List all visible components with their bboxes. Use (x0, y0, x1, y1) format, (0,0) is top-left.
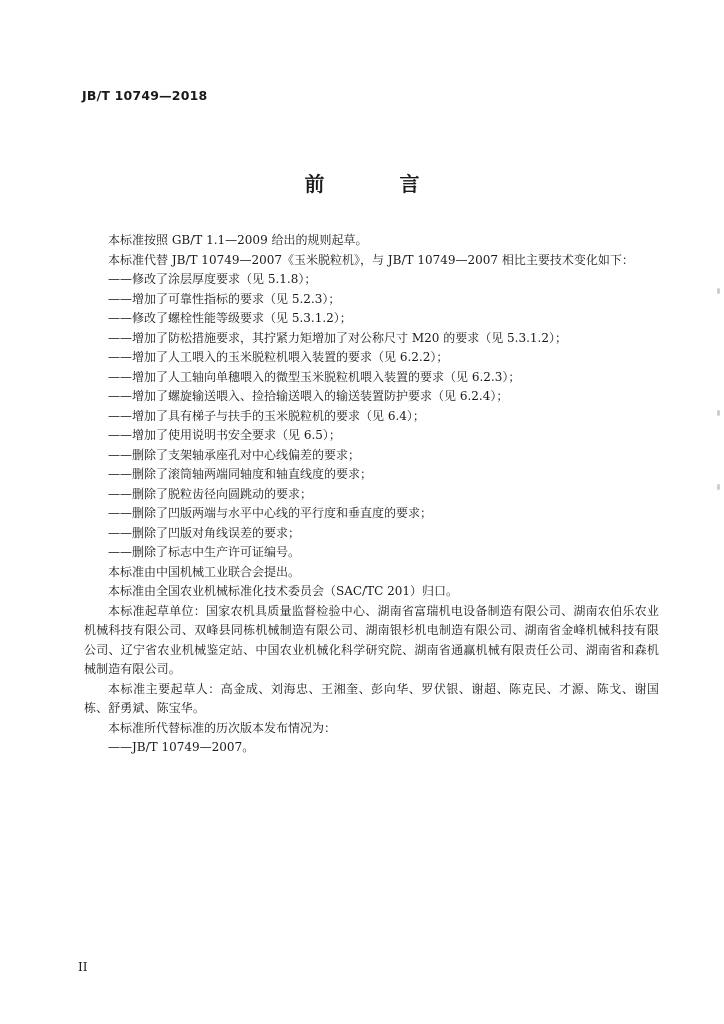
change-item: ——删除了标志中生产许可证编号。 (108, 545, 301, 559)
scan-artifact (717, 410, 720, 416)
change-item: ——增加了使用说明书安全要求（见 6.5）； (108, 428, 341, 442)
drafting-units: 本标准起草单位：国家农机具质量监督检验中心、湖南省富瑞机电设备制造有限公司、湖南农伯乐农业机械科技有限公司、双峰县同栋机械制造有限公司、湖南银杉机电制造有限公司、湖南省金峰机械科技有限公司、辽宁省农业机械鉴定站、中国农业机械化科学研究院、湖南省通赢机械有限责任公司、湖南省和森机械制造有限公司。 (84, 603, 659, 676)
paragraph: 本标准按照 GB/T 1.1—2009 给出的规则起草。 (108, 233, 368, 247)
change-item: ——修改了涂层厚度要求（见 5.1.8）； (108, 272, 317, 286)
change-item: ——增加了防松措施要求，其拧紧力矩增加了对公称尺寸 M20 的要求（见 5.3.1.2）； (108, 330, 567, 345)
change-item: ——增加了具有梯子与扶手的玉米脱粒机的要求（见 6.4）； (108, 408, 425, 423)
scan-artifact (717, 288, 720, 294)
change-item: ——删除了滚筒轴两端同轴度和轴直线度的要求； (108, 467, 373, 481)
history-intro: 本标准所代替标准的历次版本发布情况为： (108, 720, 337, 735)
foreword-body (84, 231, 659, 758)
change-item: ——增加了人工喂入的玉米脱粒机喂入装置的要求（见 6.2.2）； (108, 350, 449, 364)
history-item: ——JB/T 10749—2007。 (108, 740, 255, 754)
change-item: ——增加了可靠性指标的要求（见 5.2.3）； (108, 291, 341, 306)
change-item: ——增加了人工轴向单穗喂入的微型玉米脱粒机喂入装置的要求（见 6.2.3）； (108, 369, 521, 384)
change-item: ——删除了凹版两端与水平中心线的平行度和垂直度的要求； (108, 506, 433, 520)
page-number: II (78, 960, 88, 974)
paragraph: 本标准由全国农业机械标准化技术委员会（SAC/TC 201）归口。 (108, 584, 459, 598)
change-item: ——删除了凹版对角线误差的要求； (108, 525, 301, 540)
drafters: 本标准主要起草人：高金成、刘海忠、王湘奎、彭向华、罗伏银、谢超、陈克民、才源、陈戈、谢国栋、舒勇斌、陈宝华。 (84, 681, 659, 715)
change-item: ——修改了螺栓性能等级要求（见 5.3.1.2）； (108, 311, 352, 325)
change-item: ——删除了支架轴承座孔对中心线偏差的要求； (108, 447, 361, 462)
page-title: 前 言 (304, 172, 454, 196)
change-item: ——删除了脱粒齿径向圆跳动的要求； (108, 486, 313, 501)
paragraph: 本标准代替 JB/T 10749—2007《玉米脱粒机》，与 JB/T 10749—2007 相比主要技术变化如下： (108, 252, 634, 267)
change-item: ——增加了螺旋输送喂入、捡拾输送喂入的输送装置防护要求（见 6.2.4）； (108, 389, 509, 403)
paragraph: 本标准由中国机械工业联合会提出。 (108, 564, 301, 579)
standard-code: JB/T 10749—2018 (82, 88, 208, 103)
scan-artifact (717, 484, 720, 490)
